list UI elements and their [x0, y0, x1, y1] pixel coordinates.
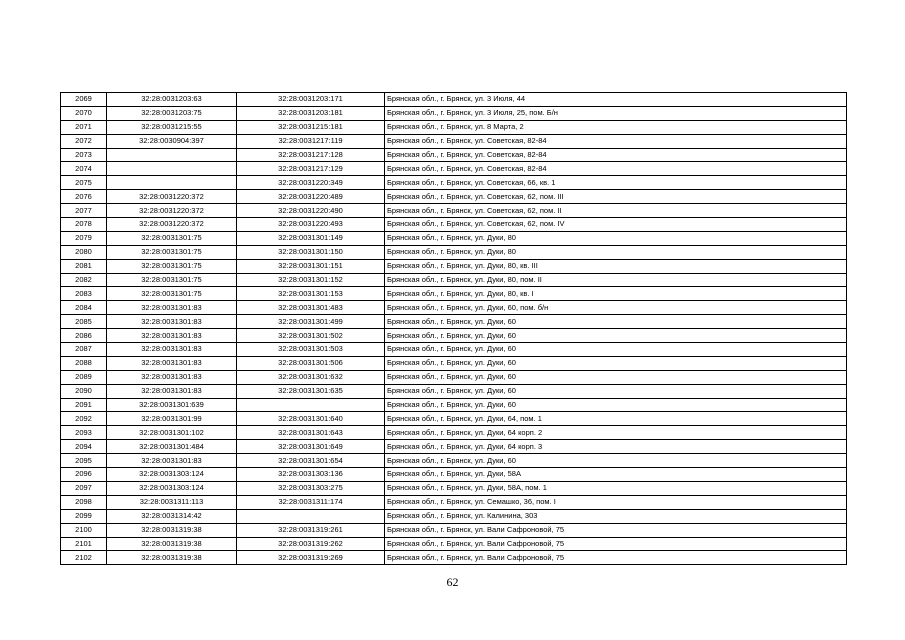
object-number-cell: [237, 398, 385, 412]
address-cell: Брянская обл., г. Брянск, ул. Дуки, 58А, пом. 1: [385, 481, 847, 495]
object-number-cell: 32:28:0031301:503: [237, 343, 385, 357]
table-row: [61, 454, 847, 468]
parcel-number-cell: 32:28:0031301:83: [107, 454, 237, 468]
row-number-cell: 2087: [61, 343, 107, 357]
parcel-number-cell: 32:28:0031301:484: [107, 440, 237, 454]
table-row: [61, 120, 847, 134]
parcel-number-cell: 32:28:0031311:113: [107, 495, 237, 509]
table-row: [61, 231, 847, 245]
object-number-cell: 32:28:0031217:129: [237, 162, 385, 176]
table-row: [61, 384, 847, 398]
object-number-cell: 32:28:0031301:654: [237, 454, 385, 468]
address-cell: Брянская обл., г. Брянск, ул. Дуки, 60: [385, 454, 847, 468]
address-cell: Брянская обл., г. Брянск, ул. Дуки, 60: [385, 398, 847, 412]
parcel-number-cell: [107, 176, 237, 190]
object-number-cell: 32:28:0031301:506: [237, 356, 385, 370]
row-number-cell: 2075: [61, 176, 107, 190]
row-number-cell: 2081: [61, 259, 107, 273]
row-number-cell: 2100: [61, 523, 107, 537]
parcel-number-cell: 32:28:0031301:83: [107, 384, 237, 398]
row-number-cell: 2086: [61, 329, 107, 343]
address-cell: Брянская обл., г. Брянск, ул. Дуки, 80: [385, 245, 847, 259]
parcel-number-cell: 32:28:0031301:102: [107, 426, 237, 440]
object-number-cell: 32:28:0031301:152: [237, 273, 385, 287]
parcel-number-cell: 32:28:0031319:38: [107, 523, 237, 537]
address-cell: Брянская обл., г. Брянск, ул. Дуки, 60: [385, 343, 847, 357]
table-row: [61, 370, 847, 384]
parcel-number-cell: 32:28:0031301:83: [107, 343, 237, 357]
object-number-cell: 32:28:0031217:128: [237, 148, 385, 162]
row-number-cell: 2071: [61, 120, 107, 134]
row-number-cell: 2099: [61, 509, 107, 523]
object-number-cell: 32:28:0031301:640: [237, 412, 385, 426]
row-number-cell: 2078: [61, 218, 107, 232]
parcel-number-cell: 32:28:0031301:75: [107, 231, 237, 245]
row-number-cell: 2091: [61, 398, 107, 412]
parcel-number-cell: 32:28:0031301:83: [107, 315, 237, 329]
table-row: [61, 204, 847, 218]
address-cell: Брянская обл., г. Брянск, ул. Калинина, 303: [385, 509, 847, 523]
object-number-cell: 32:28:0031301:649: [237, 440, 385, 454]
address-cell: Брянская обл., г. Брянск, ул. Советская, 82-84: [385, 134, 847, 148]
parcel-number-cell: 32:28:0031314:42: [107, 509, 237, 523]
row-number-cell: 2080: [61, 245, 107, 259]
table-row: [61, 315, 847, 329]
object-number-cell: 32:28:0031220:489: [237, 190, 385, 204]
row-number-cell: 2098: [61, 495, 107, 509]
object-number-cell: 32:28:0031301:151: [237, 259, 385, 273]
parcel-number-cell: 32:28:0031301:83: [107, 329, 237, 343]
address-cell: Брянская обл., г. Брянск, ул. 3 Июля, 25, пом. Б/н: [385, 106, 847, 120]
parcel-number-cell: 32:28:0031301:99: [107, 412, 237, 426]
row-number-cell: 2072: [61, 134, 107, 148]
parcel-number-cell: 32:28:0031301:83: [107, 370, 237, 384]
table-row: [61, 412, 847, 426]
registry-table-body: [61, 93, 847, 565]
table-row: [61, 440, 847, 454]
table-row: [61, 537, 847, 551]
object-number-cell: 32:28:0031319:261: [237, 523, 385, 537]
row-number-cell: 2090: [61, 384, 107, 398]
parcel-number-cell: 32:28:0031220:372: [107, 218, 237, 232]
object-number-cell: 32:28:0031301:483: [237, 301, 385, 315]
parcel-number-cell: 32:28:0031203:63: [107, 93, 237, 107]
table-row: [61, 356, 847, 370]
address-cell: Брянская обл., г. Брянск, ул. Дуки, 80, пом. II: [385, 273, 847, 287]
parcel-number-cell: 32:28:0031301:639: [107, 398, 237, 412]
row-number-cell: 2094: [61, 440, 107, 454]
address-cell: Брянская обл., г. Брянск, ул. Дуки, 60, пом. б/н: [385, 301, 847, 315]
row-number-cell: 2093: [61, 426, 107, 440]
row-number-cell: 2083: [61, 287, 107, 301]
address-cell: Брянская обл., г. Брянск, ул. Дуки, 64, пом. 1: [385, 412, 847, 426]
address-cell: Брянская обл., г. Брянск, ул. Дуки, 80, кв. I: [385, 287, 847, 301]
address-cell: Брянская обл., г. Брянск, ул. Советская, 62, пом. IV: [385, 218, 847, 232]
object-number-cell: 32:28:0031319:262: [237, 537, 385, 551]
row-number-cell: 2079: [61, 231, 107, 245]
address-cell: Брянская обл., г. Брянск, ул. Дуки, 60: [385, 315, 847, 329]
address-cell: Брянская обл., г. Брянск, ул. Дуки, 60: [385, 384, 847, 398]
address-cell: Брянская обл., г. Брянск, ул. Советская, 62, пом. III: [385, 190, 847, 204]
object-number-cell: 32:28:0031301:150: [237, 245, 385, 259]
address-cell: Брянская обл., г. Брянск, ул. Дуки, 80: [385, 231, 847, 245]
parcel-number-cell: 32:28:0031220:372: [107, 190, 237, 204]
object-number-cell: 32:28:0031301:632: [237, 370, 385, 384]
address-cell: Брянская обл., г. Брянск, ул. 3 Июля, 44: [385, 93, 847, 107]
parcel-number-cell: 32:28:0031303:124: [107, 481, 237, 495]
object-number-cell: 32:28:0031220:349: [237, 176, 385, 190]
parcel-number-cell: 32:28:0031203:75: [107, 106, 237, 120]
table-row: [61, 343, 847, 357]
row-number-cell: 2095: [61, 454, 107, 468]
parcel-number-cell: 32:28:0031303:124: [107, 468, 237, 482]
object-number-cell: 32:28:0031301:153: [237, 287, 385, 301]
table-row: [61, 93, 847, 107]
table-row: [61, 148, 847, 162]
parcel-number-cell: 32:28:0031220:372: [107, 204, 237, 218]
table-row: [61, 134, 847, 148]
row-number-cell: 2073: [61, 148, 107, 162]
address-cell: Брянская обл., г. Брянск, ул. Советская, 66, кв. 1: [385, 176, 847, 190]
object-number-cell: 32:28:0031220:490: [237, 204, 385, 218]
address-cell: Брянская обл., г. Брянск, ул. Дуки, 60: [385, 356, 847, 370]
table-row: [61, 162, 847, 176]
object-number-cell: 32:28:0031301:635: [237, 384, 385, 398]
parcel-number-cell: 32:28:0030904:397: [107, 134, 237, 148]
object-number-cell: 32:28:0031303:136: [237, 468, 385, 482]
table-row: [61, 523, 847, 537]
address-cell: Брянская обл., г. Брянск, ул. Советская, 82-84: [385, 162, 847, 176]
object-number-cell: 32:28:0031217:119: [237, 134, 385, 148]
table-row: [61, 426, 847, 440]
object-number-cell: 32:28:0031319:269: [237, 551, 385, 565]
address-cell: Брянская обл., г. Брянск, ул. Дуки, 58А: [385, 468, 847, 482]
parcel-number-cell: [107, 148, 237, 162]
parcel-number-cell: 32:28:0031301:75: [107, 259, 237, 273]
address-cell: Брянская обл., г. Брянск, ул. Вали Сафроновой, 75: [385, 537, 847, 551]
object-number-cell: 32:28:0031220:493: [237, 218, 385, 232]
table-row: [61, 551, 847, 565]
table-row: [61, 329, 847, 343]
row-number-cell: 2069: [61, 93, 107, 107]
address-cell: Брянская обл., г. Брянск, ул. Дуки, 80, кв. III: [385, 259, 847, 273]
address-cell: Брянская обл., г. Брянск, ул. Дуки, 64 корп. 2: [385, 426, 847, 440]
row-number-cell: 2084: [61, 301, 107, 315]
object-number-cell: 32:28:0031203:181: [237, 106, 385, 120]
parcel-number-cell: 32:28:0031215:55: [107, 120, 237, 134]
table-row: [61, 259, 847, 273]
parcel-number-cell: 32:28:0031301:83: [107, 356, 237, 370]
table-row: [61, 106, 847, 120]
object-number-cell: 32:28:0031301:643: [237, 426, 385, 440]
address-cell: Брянская обл., г. Брянск, ул. Дуки, 60: [385, 370, 847, 384]
row-number-cell: 2101: [61, 537, 107, 551]
row-number-cell: 2077: [61, 204, 107, 218]
parcel-number-cell: 32:28:0031301:75: [107, 245, 237, 259]
address-cell: Брянская обл., г. Брянск, ул. Вали Сафроновой, 75: [385, 551, 847, 565]
row-number-cell: 2082: [61, 273, 107, 287]
row-number-cell: 2097: [61, 481, 107, 495]
registry-table: [60, 92, 847, 565]
parcel-number-cell: 32:28:0031319:38: [107, 551, 237, 565]
parcel-number-cell: 32:28:0031301:75: [107, 273, 237, 287]
row-number-cell: 2085: [61, 315, 107, 329]
table-row: [61, 495, 847, 509]
object-number-cell: 32:28:0031301:499: [237, 315, 385, 329]
object-number-cell: [237, 509, 385, 523]
table-row: [61, 190, 847, 204]
table-row: [61, 398, 847, 412]
address-cell: Брянская обл., г. Брянск, ул. 8 Марта, 2: [385, 120, 847, 134]
object-number-cell: 32:28:0031215:181: [237, 120, 385, 134]
parcel-number-cell: 32:28:0031319:38: [107, 537, 237, 551]
row-number-cell: 2102: [61, 551, 107, 565]
table-row: [61, 301, 847, 315]
parcel-number-cell: 32:28:0031301:83: [107, 301, 237, 315]
page-number: 62: [446, 575, 459, 589]
row-number-cell: 2096: [61, 468, 107, 482]
address-cell: Брянская обл., г. Брянск, ул. Семашко, 36, пом. I: [385, 495, 847, 509]
table-row: [61, 468, 847, 482]
table-row: [61, 287, 847, 301]
table-row: [61, 509, 847, 523]
object-number-cell: 32:28:0031301:502: [237, 329, 385, 343]
row-number-cell: 2074: [61, 162, 107, 176]
parcel-number-cell: [107, 162, 237, 176]
object-number-cell: 32:28:0031301:149: [237, 231, 385, 245]
row-number-cell: 2088: [61, 356, 107, 370]
row-number-cell: 2092: [61, 412, 107, 426]
address-cell: Брянская обл., г. Брянск, ул. Дуки, 64 корп. 3: [385, 440, 847, 454]
address-cell: Брянская обл., г. Брянск, ул. Советская, 62, пом. II: [385, 204, 847, 218]
row-number-cell: 2076: [61, 190, 107, 204]
row-number-cell: 2070: [61, 106, 107, 120]
object-number-cell: 32:28:0031311:174: [237, 495, 385, 509]
address-cell: Брянская обл., г. Брянск, ул. Вали Сафроновой, 75: [385, 523, 847, 537]
table-row: [61, 245, 847, 259]
address-cell: Брянская обл., г. Брянск, ул. Дуки, 60: [385, 329, 847, 343]
object-number-cell: 32:28:0031203:171: [237, 93, 385, 107]
address-cell: Брянская обл., г. Брянск, ул. Советская, 82-84: [385, 148, 847, 162]
table-row: [61, 218, 847, 232]
object-number-cell: 32:28:0031303:275: [237, 481, 385, 495]
table-row: [61, 176, 847, 190]
parcel-number-cell: 32:28:0031301:75: [107, 287, 237, 301]
row-number-cell: 2089: [61, 370, 107, 384]
table-row: [61, 273, 847, 287]
table-row: [61, 481, 847, 495]
